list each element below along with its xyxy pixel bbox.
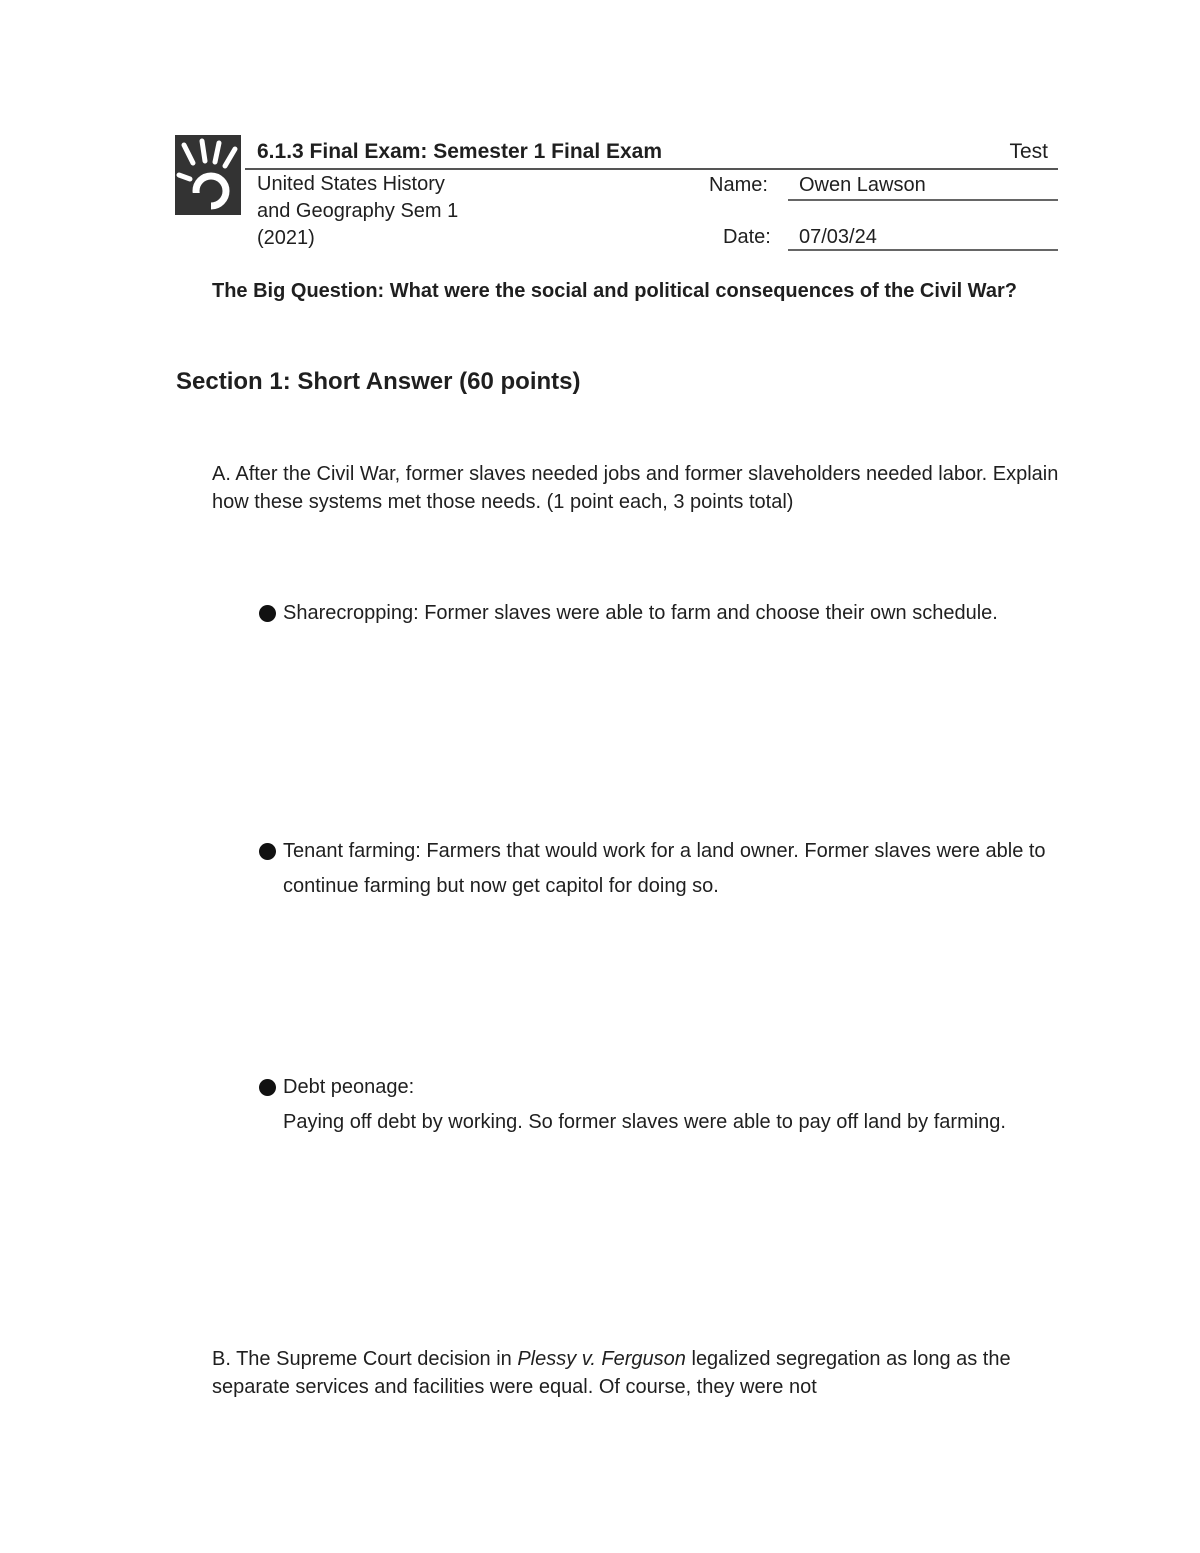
question-b — [212, 1345, 1072, 1401]
answer-debt-peonage[interactable]: Paying off debt by working. So former slaves were able to pay off land by farming. — [283, 1111, 1006, 1133]
case-name: Plessy v. Ferguson — [517, 1348, 686, 1370]
course-line: (2021) — [257, 227, 315, 249]
question-b-text-continued: legalized segregation as long as the separate services and facilities were equal. Of course, they were not — [212, 1348, 1011, 1398]
bullet-icon — [259, 605, 276, 622]
exam-type: Test — [1009, 140, 1048, 163]
section-title: Section 1: Short Answer (60 points) — [176, 368, 581, 395]
date-label: Date: — [723, 226, 771, 248]
answer-debt-peonage-label: Debt peonage: — [283, 1076, 415, 1098]
course-name — [257, 171, 557, 252]
question-b-text: B. The Supreme Court decision in — [212, 1348, 518, 1370]
answer-tenant-farming[interactable]: Tenant farming: Farmers that would work for a land owner. Former slaves were able to continue farming but now get capitol for doing so. — [283, 840, 1046, 897]
question-a: A. After the Civil War, former slaves needed jobs and former slaveholders needed labor. Explain how these systems met those needs. (1 point each, 3 points total) — [212, 463, 1059, 513]
name-field[interactable]: Owen Lawson — [799, 174, 926, 196]
date-underline — [788, 249, 1058, 251]
course-line: United States History — [257, 173, 445, 195]
bullet-icon — [259, 1079, 276, 1096]
exam-title: 6.1.3 Final Exam: Semester 1 Final Exam — [257, 140, 663, 163]
name-underline — [788, 199, 1058, 201]
bullet-icon — [259, 843, 276, 860]
header-divider — [245, 168, 1058, 170]
sunburst-logo-icon — [175, 135, 241, 215]
big-question: The Big Question: What were the social and political consequences of the Civil War? — [212, 280, 1017, 302]
course-line: and Geography Sem 1 — [257, 200, 459, 222]
date-field[interactable]: 07/03/24 — [799, 226, 877, 248]
answer-sharecropping[interactable]: Sharecropping: Former slaves were able to farm and choose their own schedule. — [283, 602, 998, 624]
name-label: Name: — [709, 174, 768, 196]
